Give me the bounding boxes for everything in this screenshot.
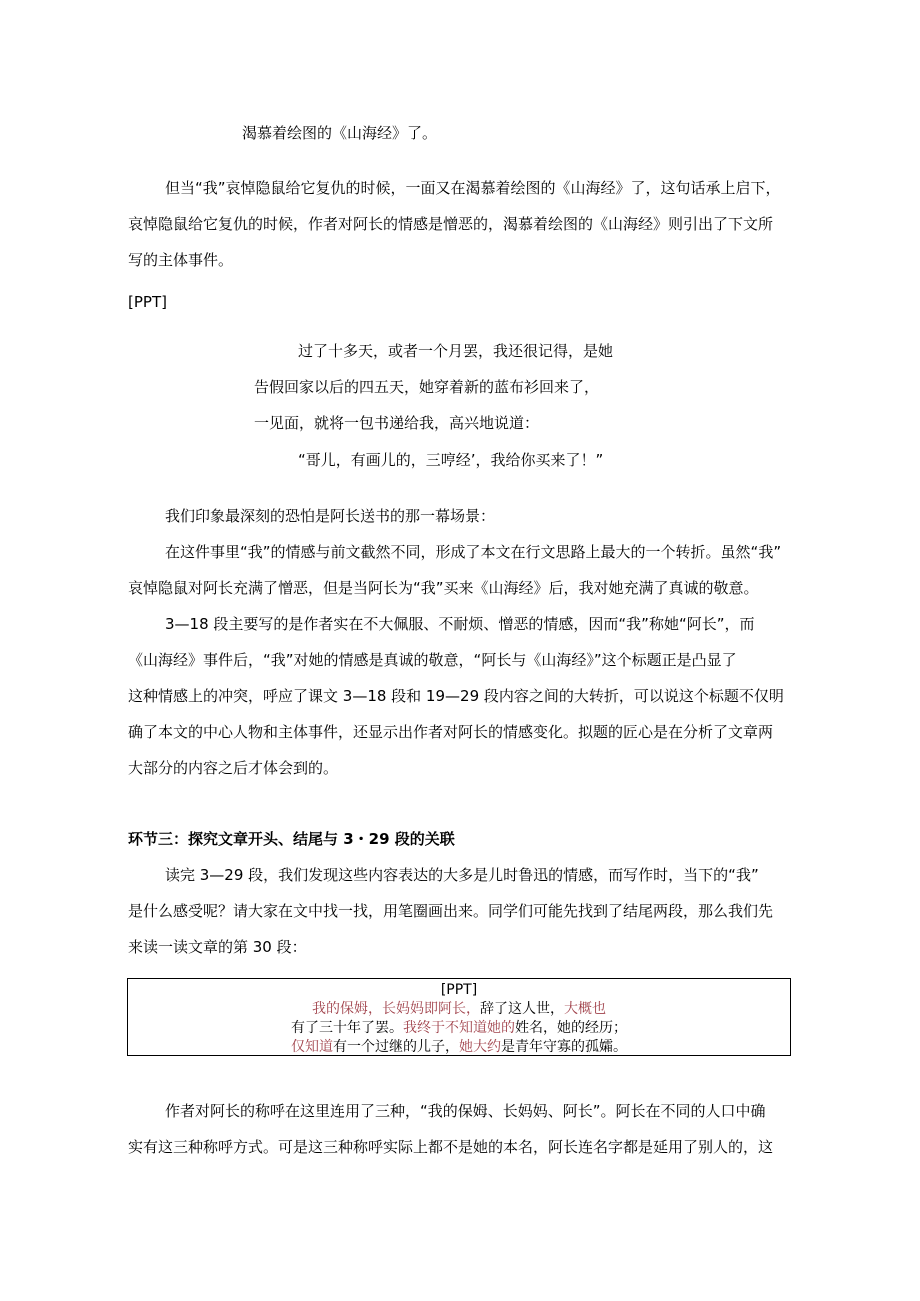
plain-text: 辞了这人世， bbox=[480, 1001, 564, 1017]
ppt-quote-box bbox=[127, 978, 791, 1056]
highlight-text: 我的保姆，长妈妈即阿长， bbox=[312, 1001, 480, 1017]
paragraph-line: 写的主体事件。 bbox=[128, 251, 234, 269]
plain-text: 是青年守寡的孤孀。 bbox=[501, 1039, 627, 1055]
paragraph-line: 读完 3—29 段，我们发现这些内容表达的大多是儿时鲁迅的情感，而写作时，当下的“我” bbox=[165, 866, 759, 884]
quote-line: 一见面，就将一包书递给我，高兴地说道： bbox=[254, 414, 540, 432]
quote-line: “哥儿，有画儿的，三哼经’，我给你买来了！” bbox=[298, 451, 604, 469]
paragraph-continuation: 渴慕着绘图的《山海经》了。 bbox=[242, 124, 438, 142]
ppt-box-label: [PPT] bbox=[440, 982, 478, 998]
ppt-box-line bbox=[128, 1038, 790, 1057]
ppt-box-line bbox=[128, 1000, 790, 1019]
paragraph-line: 3—18 段主要写的是作者实在不大佩服、不耐烦、憎恶的情感，因而“我”称她“阿长”，而 bbox=[165, 615, 755, 633]
plain-text: 有了三十年了罢。 bbox=[291, 1020, 403, 1036]
quote-line: 过了十多天，或者一个月罢，我还很记得，是她 bbox=[298, 342, 614, 360]
paragraph-line: 这种情感上的冲突，呼应了课文 3—18 段和 19—29 段内容之间的大转折，可以说这个标题不仅明 bbox=[128, 687, 784, 705]
ppt-box-line bbox=[128, 1019, 790, 1038]
paragraph-line: 哀悼隐鼠给它复仇的时候，作者对阿长的情感是憎恶的，渴慕着绘图的《山海经》则引出了下文所 bbox=[128, 215, 774, 233]
highlight-text: 仅知道 bbox=[291, 1039, 333, 1055]
paragraph-line: 哀悼隐鼠对阿长充满了憎恶，但是当阿长为“我”买来《山海经》后，我对她充满了真诚的敬意。 bbox=[128, 579, 759, 597]
highlight-text: 我终于不知道她的 bbox=[403, 1020, 515, 1036]
paragraph-line: 在这件事里“我”的情感与前文截然不同，形成了本文在行文思路上最大的一个转折。虽然“我” bbox=[165, 543, 782, 561]
section-heading: 环节三：探究文章开头、结尾与 3・29 段的关联 bbox=[128, 830, 455, 848]
quote-line: 告假回家以后的四五天，她穿着新的蓝布衫回来了， bbox=[254, 378, 600, 396]
paragraph-line: 是什么感受呢？请大家在文中找一找，用笔圈画出来。同学们可能先找到了结尾两段，那么我们先 bbox=[128, 902, 774, 920]
paragraph-line: 但当“我”哀悼隐鼠给它复仇的时候，一面又在渴慕着绘图的《山海经》了，这句话承上启下， bbox=[165, 179, 781, 197]
paragraph-line: 来读一读文章的第 30 段： bbox=[128, 938, 307, 956]
paragraph-line: 我们印象最深刻的恐怕是阿长送书的那一幕场景： bbox=[165, 507, 496, 525]
highlight-text: 她大约 bbox=[459, 1039, 501, 1055]
plain-text: 姓名，她的经历； bbox=[515, 1020, 627, 1036]
ppt-label: [PPT] bbox=[128, 293, 167, 311]
paragraph-line: 《山海经》事件后，“我”对她的情感是真诚的敬意，“阿长与《山海经》”这个标题正是凸显了 bbox=[128, 651, 737, 669]
highlight-text: 大概也 bbox=[564, 1001, 606, 1017]
plain-text: 有一个过继的儿子， bbox=[333, 1039, 459, 1055]
paragraph-line: 大部分的内容之后才体会到的。 bbox=[128, 759, 339, 777]
paragraph-line: 作者对阿长的称呼在这里连用了三种，“我的保姆、长妈妈、阿长”。阿长在不同的人口中确 bbox=[165, 1102, 766, 1120]
paragraph-line: 实有这三种称呼方式。可是这三种称呼实际上都不是她的本名，阿长连名字都是延用了别人的，这 bbox=[128, 1138, 774, 1156]
paragraph-line: 确了本文的中心人物和主体事件，还显示出作者对阿长的情感变化。拟题的匠心是在分析了文章两 bbox=[128, 723, 774, 741]
